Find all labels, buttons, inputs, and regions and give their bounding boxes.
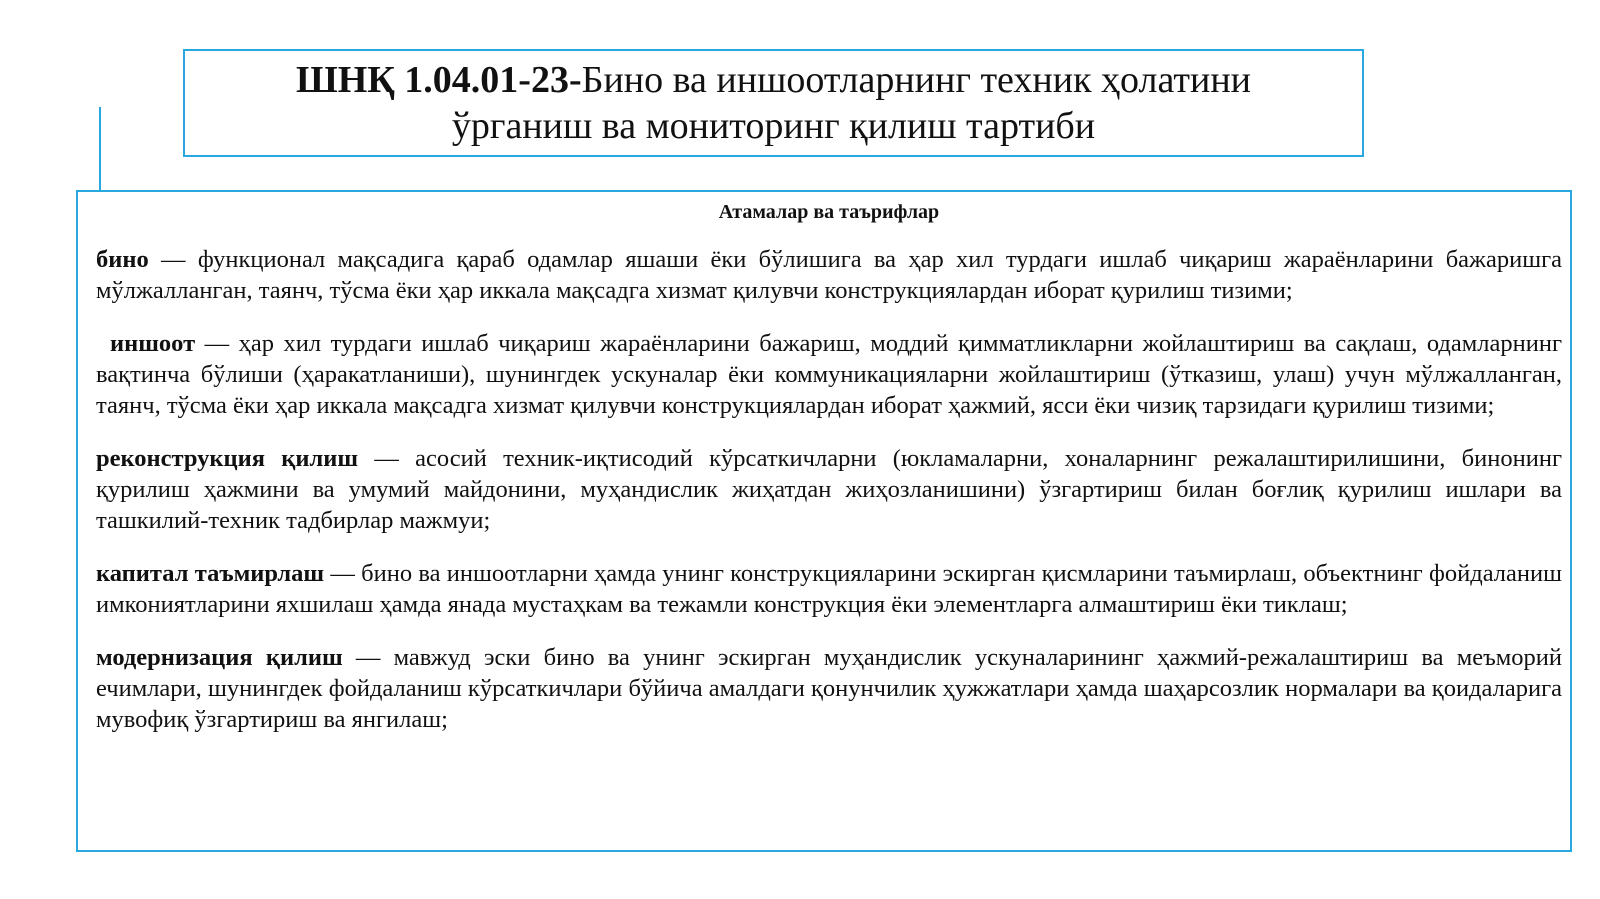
definitions-box <box>76 190 1572 852</box>
definition-text: — бино ва иншоотларни ҳамда унинг конструкцияларини эскирган қисмларини таъмирлаш, объектнинг фойдаланиш имкониятларини яхшилаш ҳамда янада мустаҳкам ва тежамли конструкция ёки элементларга алмаштириш ёки тиклаш; <box>96 560 1562 618</box>
section-heading: Атамалар ва таърифлар <box>718 201 940 223</box>
title-line-1: Бино ва иншоотларнинг техник ҳолатини <box>581 59 1252 101</box>
term: бино <box>96 246 149 273</box>
definition-text: — функционал мақсадига қараб одамлар яшаши ёки бўлишига ва ҳар хил турдаги ишлаб чиқариш жараёнларини бажаришга мўлжалланган, таянч, тўсма ёки ҳар иккала мақсадга хизмат қилувчи конструкциялардан иборат қурилиш тизими; <box>96 246 1562 304</box>
definition-text: — асосий техник-иқтисодий кўрсаткичларни (юкламаларни, хоналарнинг режалаштирилишини, бинонинг қурилиш ҳажмини ва умумий майдонини, муҳандислик жиҳатдан жиҳозланишини) ўзгартириш билан боғлиқ қурилиш ишлари ва ташкилий-техник тадбирлар мажмуи; <box>96 445 1562 534</box>
title-line-2: ўрганиш ва мониторинг қилиш тартиби <box>451 105 1096 147</box>
standard-code: ШНҚ 1.04.01-23- <box>295 59 582 101</box>
definition-inshoot <box>96 328 1562 421</box>
title-box <box>183 49 1364 157</box>
definition-capital-repair <box>96 558 1562 620</box>
definition-modernization <box>96 642 1562 735</box>
definition-bino <box>96 244 1562 306</box>
term: модернизация қилиш <box>96 644 343 671</box>
page-title <box>296 57 1251 149</box>
connector-line <box>99 107 101 191</box>
definition-text: — мавжуд эски бино ва унинг эскирган муҳандислик ускуналарининг ҳажмий-режалаштириш ва меъморий ечимлари, шунингдек фойдаланиш кўрсаткичлари бўйича амалдаги қонунчилик ҳужжатлари ҳамда шаҳарсозлик нормалари ва қоидаларига мувофиқ ўзгартириш ва янгилаш; <box>96 644 1562 733</box>
definition-reconstruction <box>96 443 1562 536</box>
term: иншоот <box>110 330 196 357</box>
term: капитал таъмирлаш <box>96 560 325 587</box>
term: реконструкция қилиш <box>96 445 359 472</box>
definition-text: — ҳар хил турдаги ишлаб чиқариш жараёнларини бажариш, моддий қимматликларни жойлаштириш ва сақлаш, одамларнинг вақтинча бўлиши (ҳаракатланиши), шунингдек ускуналар ёки коммуникацияларни жойлаштириш (ўтказиш, улаш) учун мўлжалланган, таянч, тўсма ёки ҳар иккала мақсадга хизмат қилувчи конструкциялардан иборат ҳажмий, ясси ёки чизиқ тарзидаги қурилиш тизими; <box>96 330 1562 419</box>
